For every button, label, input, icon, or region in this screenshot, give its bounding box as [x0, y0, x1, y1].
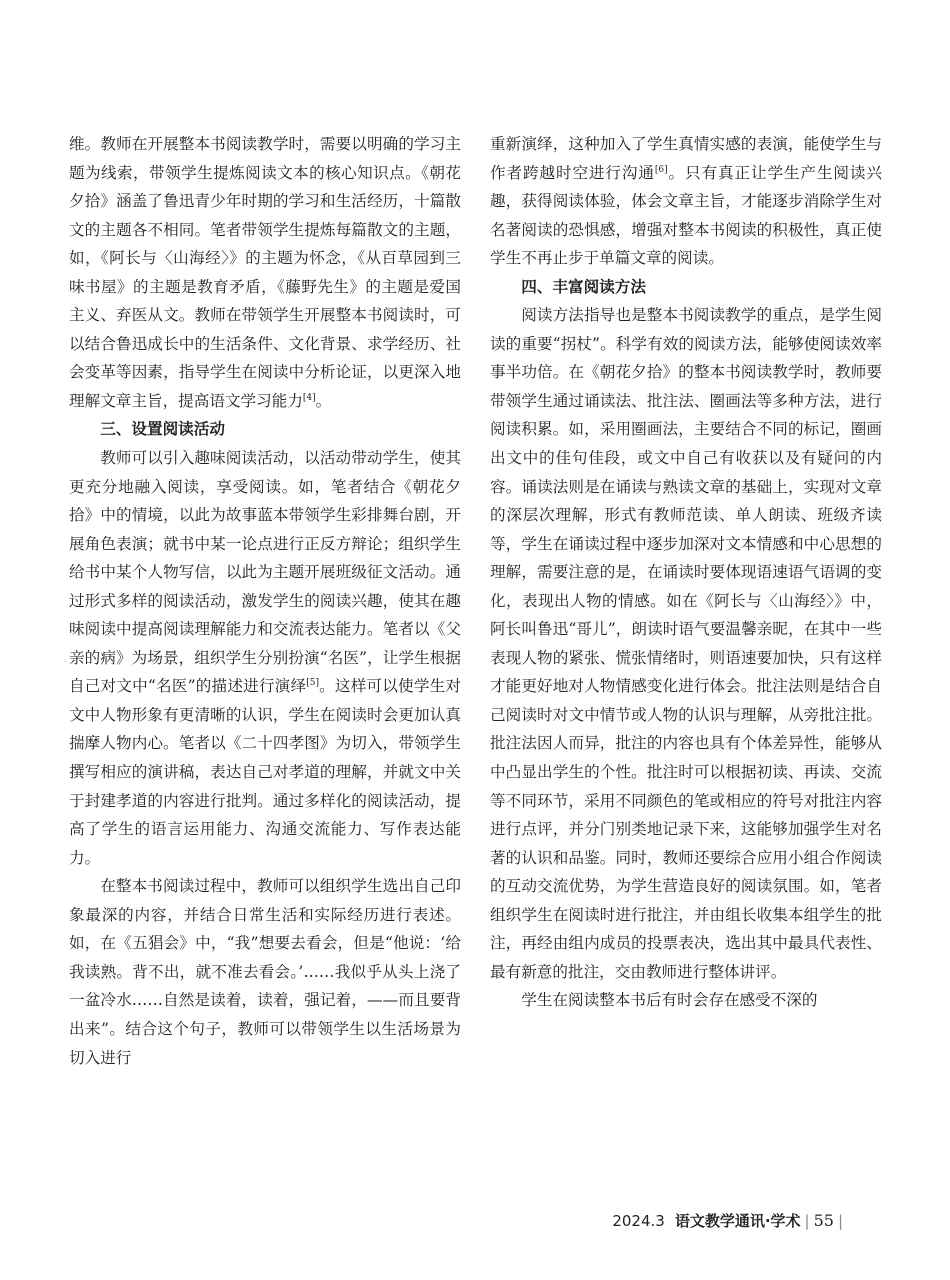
paragraph: 学生在阅读整本书后有时会存在感受不深的 — [521, 991, 818, 1010]
paragraph: 在整本书阅读过程中，教师可以组织学生选出自己印象最深的内容，并结合日常生活和实际经历进行表述。如，在《五猖会》中，“我”想要去看会，但是“他说：‘给我读熟。背不出，就不准去看会。’……我似乎从头上浇了一盆冷水……自然是读着，读着，强记着，——而且要背出来”。结合这个句子，教师可以带领学生以生活场景为切入进行 — [69, 877, 461, 1067]
paragraph: 阅读方法指导也是整本书阅读教学的重点，是学生阅读的重要“拐杖”。科学有效的阅读方法，能够使阅读效率事半功倍。在《朝花夕拾》的整本书阅读教学时，教师要带领学生通过诵读法、批注法、圈画法等多种方法，进行阅读积累。如，采用圈画法，主要结合不同的标记，圈画出文中的佳句佳段，或文中自己有收获以及有疑问的内容。诵读法则是在诵读与熟读文章的基础上，实现对文章的深层次理解，形式有教师范读、单人朗读、班级齐读等，学生在诵读过程中逐步加深对文本情感和中心思想的理解，需要注意的是，在诵读时要体现语速语气语调的变化，表现出人物的情感。如在《阿长与〈山海经〉》中，阿长叫鲁迅“哥儿”，朗读时语气要温馨亲昵，在其中一些表现人物的紧张、慌张情绪时，则语速要加快，只有这样才能更好地对人物情感变化进行体会。批注法则是结合自己阅读时对文中情节或人物的认识与理解，从旁批注批。批注法因人而异，批注的内容也具有个体差异性，能够从中凸显出学生的个性。批注时可以根据初读、再读、交流等不同环节，采用不同颜色的笔或相应的符号对批注内容进行点评，并分门别类地记录下来，这能够加强学生对名著的认识和品鉴。同时，教师还要综合应用小组合作阅读的互动交流优势，为学生营造良好的阅读氛围。如，笔者组织学生在阅读时进行批注，并由组长收集本组学生的批注，再经由组内成员的投票表决，选出其中最具代表性、最有新意的批注，交由教师进行整体讲评。 — [490, 306, 882, 981]
citation-ref: [6] — [654, 164, 668, 175]
journal-name: 语文教学通讯·学术 — [674, 1212, 801, 1230]
page-number: 55 — [813, 1211, 834, 1230]
footer-divider: | — [804, 1212, 810, 1230]
footer-divider: | — [837, 1212, 843, 1230]
right-column — [490, 130, 882, 1015]
citation-ref: [4] — [302, 392, 316, 403]
citation-ref: [5] — [306, 678, 319, 689]
page-footer — [612, 1210, 847, 1232]
paragraph: 教师可以引入趣味阅读活动，以活动带动学生，使其更充分地融入阅读，享受阅读。如，笔者结合《朝花夕拾》中的情境，以此为故事蓝本带领学生彩排舞台剧，开展角色表演；就书中某一论点进行正反方辩论；组织学生给书中某个人物写信，以此为主题开展班级征文活动。通过形式多样的阅读活动，激发学生的阅读兴趣，使其在趣味阅读中提高阅读理解能力和交流表达能力。笔者以《父亲的病》为场景，组织学生分别扮演“名医”，让学生根据自己对文中“名医”的描述进行演绎[5]。这样可以使学生对文中人物形象有更清晰的认识，学生在阅读时会更加认真揣摩人物内心。笔者以《二十四孝图》为切入，带领学生撰写相应的演讲稿，表达自己对孝道的理解，并就文中关于封建孝道的内容进行批判。通过多样化的阅读活动，提高了学生的语言运用能力、沟通交流能力、写作表达能力。 — [69, 449, 461, 867]
left-column — [69, 130, 461, 1072]
paragraph: 重新演绎，这种加入了学生真情实感的表演，能使学生与作者跨越时空进行沟通[6]。只有真正让学生产生阅读兴趣，获得阅读体验，体会文章主旨，才能逐步消除学生对名著阅读的恐惧感，增强对整本书阅读的积极性，真正使学生不再止步于单篇文章的阅读。 — [490, 135, 882, 268]
section-heading: 四、丰富阅读方法 — [521, 277, 646, 296]
issue-date: 2024.3 — [612, 1212, 665, 1230]
paragraph: 维。教师在开展整本书阅读教学时，需要以明确的学习主题为线索，带领学生提炼阅读文本的核心知识点。《朝花夕拾》涵盖了鲁迅青少年时期的学习和生活经历，十篇散文的主题各不相同。笔者带领学生提炼每篇散文的主题，如，《阿长与〈山海经〉》的主题为怀念，《从百草园到三味书屋》的主题是教育矛盾，《藤野先生》的主题是爱国主义、弃医从文。教师在带领学生开展整本书阅读时，可以结合鲁迅成长中的生活条件、文化背景、求学经历、社会变革等因素，指导学生在阅读中分析论证，以更深入地理解文章主旨，提高语文学习能力[4]。 — [69, 135, 461, 410]
section-heading: 三、设置阅读活动 — [100, 420, 225, 439]
